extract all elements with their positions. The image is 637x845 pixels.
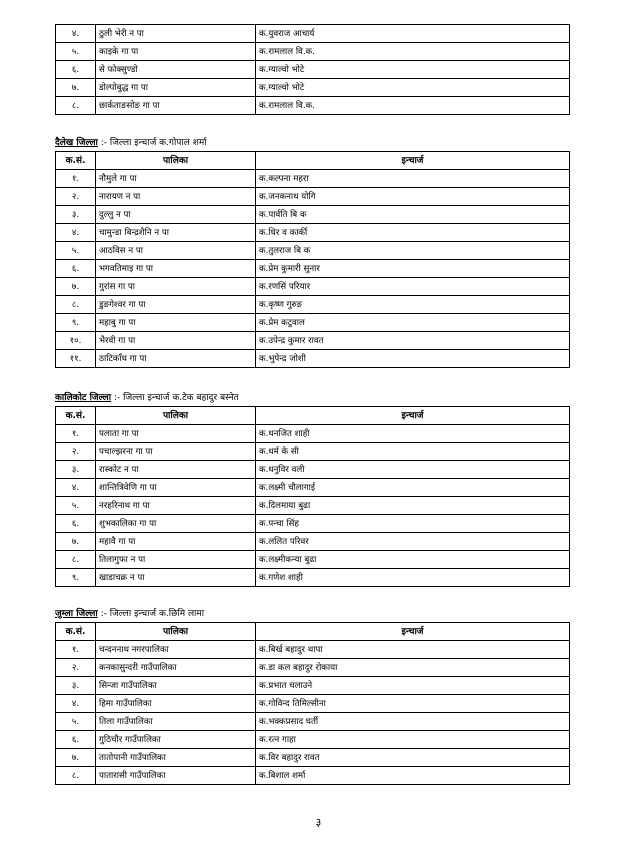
row-incharge: क.दिलमाया बुढा xyxy=(256,497,570,515)
table-row xyxy=(56,206,570,224)
row-incharge: क.पार्वति बि क xyxy=(256,206,570,224)
row-palika: तिला गाउँपालिका xyxy=(96,713,256,731)
continuation-table xyxy=(55,24,570,115)
row-incharge: क.गोविन्द तिमिल्सीना xyxy=(256,695,570,713)
row-incharge: क.रामलाल वि.क. xyxy=(256,97,570,115)
row-palika: भगवतिमाइ गा पा xyxy=(96,260,256,278)
row-serial-number: ८. xyxy=(56,767,96,785)
row-serial-number: ६. xyxy=(56,515,96,533)
row-serial-number: ७. xyxy=(56,533,96,551)
row-palika: नारायण न पा xyxy=(96,188,256,206)
district-name: जुम्ला जिल्ला xyxy=(55,609,98,619)
table-row xyxy=(56,659,570,677)
table-row xyxy=(56,314,570,332)
table-row xyxy=(56,749,570,767)
header-incharge: इन्चार्ज xyxy=(256,623,570,641)
row-incharge: क.विर बहादुर रावत xyxy=(256,749,570,767)
row-palika: से फोक्सुण्डो xyxy=(96,61,256,79)
table-row xyxy=(56,43,570,61)
row-serial-number: ४. xyxy=(56,695,96,713)
header-palika: पालिका xyxy=(96,407,256,425)
table-row xyxy=(56,551,570,569)
district-incharge: :- जिल्ला इन्चार्ज क.छिमि लामा xyxy=(100,609,205,619)
row-serial-number: ७. xyxy=(56,278,96,296)
row-incharge: क.बिशाल शर्मा xyxy=(256,767,570,785)
row-palika: रास्कोट न पा xyxy=(96,461,256,479)
table-row xyxy=(56,479,570,497)
table-row xyxy=(56,677,570,695)
table-row xyxy=(56,533,570,551)
table-row xyxy=(56,278,570,296)
row-palika: चामुन्डा बिन्द्रशैनि न पा xyxy=(96,224,256,242)
table-row xyxy=(56,332,570,350)
jumla-table xyxy=(55,622,570,785)
row-incharge: क.धनुविर वली xyxy=(256,461,570,479)
table-row xyxy=(56,497,570,515)
row-serial-number: ९. xyxy=(56,314,96,332)
table-row xyxy=(56,260,570,278)
row-palika: हिमा गाउँपालिका xyxy=(96,695,256,713)
row-incharge: क.रत्न गाहा xyxy=(256,731,570,749)
row-palika: चन्दननाथ नगरपालिका xyxy=(96,641,256,659)
district-name: दैलेख जिल्ला xyxy=(55,138,98,148)
jumla-heading xyxy=(55,606,204,619)
row-incharge: क.भुपेन्द्र जोशी xyxy=(256,350,570,368)
row-incharge: क.जनकनाथ योगि xyxy=(256,188,570,206)
row-incharge: क.युवराज आचार्य xyxy=(256,25,570,43)
row-serial-number: ७. xyxy=(56,749,96,767)
row-incharge: क.भक्कप्रसाद घर्ती xyxy=(256,713,570,731)
row-serial-number: ८. xyxy=(56,97,96,115)
row-serial-number: ९. xyxy=(56,569,96,587)
row-serial-number: ५. xyxy=(56,43,96,61)
row-serial-number: २. xyxy=(56,659,96,677)
table-row xyxy=(56,443,570,461)
table-row xyxy=(56,97,570,115)
table-row xyxy=(56,350,570,368)
row-serial-number: ११. xyxy=(56,350,96,368)
row-palika: डोल्पोबुद्ध गा पा xyxy=(96,79,256,97)
header-palika: पालिका xyxy=(96,152,256,170)
table-row xyxy=(56,25,570,43)
row-serial-number: १. xyxy=(56,170,96,188)
row-serial-number: ५. xyxy=(56,242,96,260)
row-palika: शान्तित्रिवेणि गा पा xyxy=(96,479,256,497)
row-serial-number: ३. xyxy=(56,461,96,479)
row-incharge: क.ललित परिवर xyxy=(256,533,570,551)
table-row xyxy=(56,641,570,659)
row-incharge: क.तुलराज बि क xyxy=(256,242,570,260)
row-palika: काइके गा पा xyxy=(96,43,256,61)
header-incharge: इन्चार्ज xyxy=(256,152,570,170)
row-palika: महावै गा पा xyxy=(96,533,256,551)
row-serial-number: ८. xyxy=(56,551,96,569)
row-serial-number: ४. xyxy=(56,25,96,43)
table-row xyxy=(56,170,570,188)
table-header-row xyxy=(56,623,570,641)
table-row xyxy=(56,61,570,79)
kalikot-heading xyxy=(55,390,239,403)
row-incharge: क.ग्याल्वो भोटे xyxy=(256,61,570,79)
row-incharge: क.प्रेम कटुवाल xyxy=(256,314,570,332)
row-palika: पातारासी गाउँपालिका xyxy=(96,767,256,785)
row-palika: महाबु गा पा xyxy=(96,314,256,332)
header-sn: क.सं. xyxy=(56,152,96,170)
table-row xyxy=(56,425,570,443)
row-serial-number: १०. xyxy=(56,332,96,350)
row-serial-number: ५. xyxy=(56,497,96,515)
row-palika: खाडाचक्र न पा xyxy=(96,569,256,587)
row-palika: पचाल्झरना गा पा xyxy=(96,443,256,461)
table-row xyxy=(56,188,570,206)
row-palika: भैरवी गा पा xyxy=(96,332,256,350)
row-serial-number: २. xyxy=(56,188,96,206)
table-row xyxy=(56,515,570,533)
row-incharge: क.धिर व कार्की xyxy=(256,224,570,242)
row-serial-number: ५. xyxy=(56,713,96,731)
row-palika: सिन्जा गाउँपालिका xyxy=(96,677,256,695)
row-serial-number: ४. xyxy=(56,224,96,242)
row-incharge: क.धर्म के सी xyxy=(256,443,570,461)
dailekh-heading xyxy=(55,135,207,148)
row-palika: तिलागुफा न पा xyxy=(96,551,256,569)
table-header-row xyxy=(56,152,570,170)
row-incharge: क.रामलाल वि.क. xyxy=(256,43,570,61)
table-row xyxy=(56,695,570,713)
row-serial-number: १. xyxy=(56,641,96,659)
row-palika: ठाटिकाँध गा पा xyxy=(96,350,256,368)
page-number: ३ xyxy=(315,816,322,829)
row-incharge: क.पन्चा सिंह xyxy=(256,515,570,533)
district-incharge: :- जिल्ला इन्चार्ज क.गोपाल शर्मा xyxy=(100,138,207,148)
row-palika: दुल्लु न पा xyxy=(96,206,256,224)
row-incharge: क.धनजित शाही xyxy=(256,425,570,443)
row-incharge: क.कृष्ण गुरुङ xyxy=(256,296,570,314)
row-palika: गुरांस गा पा xyxy=(96,278,256,296)
row-incharge: क.रणसिं परियार xyxy=(256,278,570,296)
district-name: कालिकोट जिल्ला xyxy=(55,393,112,403)
row-palika: पलाता गा पा xyxy=(96,425,256,443)
header-incharge: इन्चार्ज xyxy=(256,407,570,425)
table-row xyxy=(56,296,570,314)
row-palika: गुठिचौर गाउँपालिका xyxy=(96,731,256,749)
row-incharge: क.लक्ष्मी चौलागाई xyxy=(256,479,570,497)
row-incharge: क.प्रेम कुमारी सुनार xyxy=(256,260,570,278)
table-row xyxy=(56,767,570,785)
row-serial-number: ३. xyxy=(56,677,96,695)
table-row xyxy=(56,569,570,587)
header-sn: क.सं. xyxy=(56,407,96,425)
table-row xyxy=(56,461,570,479)
header-sn: क.सं. xyxy=(56,623,96,641)
row-palika: कनकासुन्दरी गाउँपालिका xyxy=(96,659,256,677)
dailekh-table xyxy=(55,151,570,368)
row-incharge: क.बिर्ख बहादुर थापा xyxy=(256,641,570,659)
row-serial-number: ३. xyxy=(56,206,96,224)
row-palika: नरहरिनाथ गा पा xyxy=(96,497,256,515)
row-palika: छार्कताङसोङ गा पा xyxy=(96,97,256,115)
table-row xyxy=(56,713,570,731)
row-serial-number: ८. xyxy=(56,296,96,314)
row-palika: डुङगेश्वर गा पा xyxy=(96,296,256,314)
row-serial-number: ४. xyxy=(56,479,96,497)
row-serial-number: ६. xyxy=(56,260,96,278)
row-palika: तातोपानी गाउँपालिका xyxy=(96,749,256,767)
row-incharge: क.कल्पना महरा xyxy=(256,170,570,188)
table-row xyxy=(56,79,570,97)
row-incharge: क.ग्याल्वो भोटे xyxy=(256,79,570,97)
row-palika: नौमुले गा पा xyxy=(96,170,256,188)
row-incharge: क.डा कल बहादुर रोकाया xyxy=(256,659,570,677)
row-incharge: क.गणेश शाही xyxy=(256,569,570,587)
table-row xyxy=(56,731,570,749)
row-palika: आठविस न पा xyxy=(96,242,256,260)
row-serial-number: ६. xyxy=(56,731,96,749)
kalikot-table xyxy=(55,406,570,587)
row-serial-number: ७. xyxy=(56,79,96,97)
row-incharge: क.उपेन्द्र कुमार रावत xyxy=(256,332,570,350)
row-serial-number: १. xyxy=(56,425,96,443)
table-row xyxy=(56,224,570,242)
row-serial-number: २. xyxy=(56,443,96,461)
row-serial-number: ६. xyxy=(56,61,96,79)
row-incharge: क.लक्ष्मीकन्या बुढा xyxy=(256,551,570,569)
table-header-row xyxy=(56,407,570,425)
table-row xyxy=(56,242,570,260)
row-palika: ठुली भेरी न पा xyxy=(96,25,256,43)
district-incharge: :- जिल्ला इन्चार्ज क.टेक बहादुर बस्नेत xyxy=(113,393,239,403)
row-palika: शुभकालिका गा पा xyxy=(96,515,256,533)
header-palika: पालिका xyxy=(96,623,256,641)
row-incharge: क.प्रभात चलाउने xyxy=(256,677,570,695)
